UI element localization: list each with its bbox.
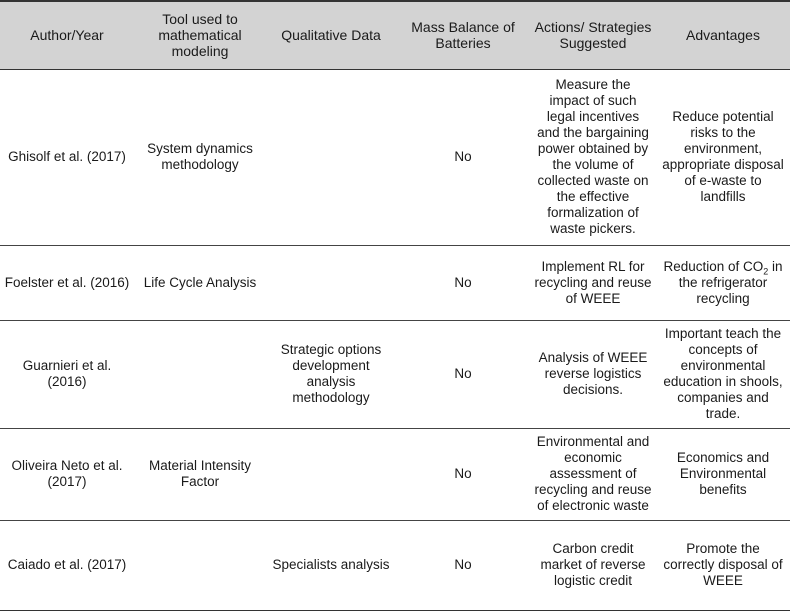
cell-tool [134,520,266,610]
cell-mass-balance: No [396,69,530,245]
table-row [0,428,790,520]
cell-qualitative [266,245,396,320]
cell-author: Oliveira Neto et al. (2017) [0,428,134,520]
cell-author: Foelster et al. (2016) [0,245,134,320]
cell-author: Caiado et al. (2017) [0,520,134,610]
header-advantages: Advantages [656,1,790,69]
table-header [0,1,790,69]
cell-qualitative: Strategic options development analysis methodology [266,320,396,428]
table-row [0,69,790,245]
cell-qualitative [266,69,396,245]
header-actions: Actions/ Strategies Suggested [530,1,656,69]
header-tool: Tool used to mathematical modeling [134,1,266,69]
cell-actions: Measure the impact of such legal incentives and the bargaining power obtained by the volume of collected waste on the effective formalization of waste pickers. [530,69,656,245]
cell-actions: Carbon credit market of reverse logistic credit [530,520,656,610]
table-body [0,69,790,610]
cell-actions: Implement RL for recycling and reuse of WEEE [530,245,656,320]
cell-qualitative: Specialists analysis [266,520,396,610]
cell-author: Ghisolf et al. (2017) [0,69,134,245]
cell-advantages: Promote the correctly disposal of WEEE [656,520,790,610]
cell-actions: Analysis of WEEE reverse logistics decisions. [530,320,656,428]
header-qualitative: Qualitative Data [266,1,396,69]
table-row [0,320,790,428]
header-author: Author/Year [0,1,134,69]
advantages-pre: Reduction of CO [663,258,764,274]
cell-mass-balance: No [396,320,530,428]
cell-tool: System dynamics methodology [134,69,266,245]
advantages-post: in the refrigerator recycling [678,258,783,306]
cell-tool [134,320,266,428]
advantages-subscript: 2 [763,266,769,277]
cell-advantages: Economics and Environmental benefits [656,428,790,520]
cell-actions: Environmental and economic assessment of recycling and reuse of electronic waste [530,428,656,520]
table-row [0,520,790,610]
header-mass-balance: Mass Balance of Batteries [396,1,530,69]
cell-tool: Material Intensity Factor [134,428,266,520]
table-row [0,245,790,320]
cell-author: Guarnieri et al. (2016) [0,320,134,428]
cell-mass-balance: No [396,245,530,320]
cell-advantages [656,245,790,320]
cell-advantages: Reduce potential risks to the environment, appropriate disposal of e-waste to landfills [656,69,790,245]
header-row [0,1,790,69]
cell-advantages: Important teach the concepts of environmental education in shools, companies and trade. [656,320,790,428]
cell-tool: Life Cycle Analysis [134,245,266,320]
cell-mass-balance: No [396,428,530,520]
cell-mass-balance: No [396,520,530,610]
cell-qualitative [266,428,396,520]
